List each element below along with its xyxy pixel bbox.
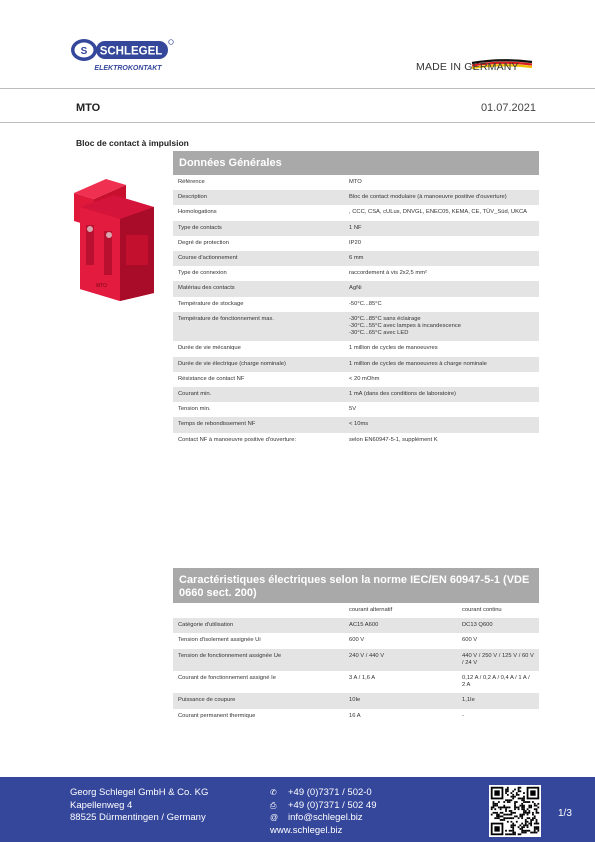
logo-name: SCHLEGEL: [99, 45, 163, 58]
row-value: 1 mA (dans des conditions de laboratoire): [344, 387, 539, 402]
general-row: [173, 387, 539, 402]
electrical-row: [173, 709, 539, 724]
row-label: Référence: [178, 179, 205, 185]
electrical-row: [173, 633, 539, 648]
row-value: IP20: [349, 239, 361, 246]
row-label: Description: [173, 190, 344, 205]
row-label: Tension d'isolement assignée Ui: [178, 637, 261, 644]
row-value: 1 million de cycles de manoeuvres à charge nominale: [344, 357, 539, 372]
website-link[interactable]: www.schlegel.biz: [270, 824, 343, 836]
row-value: 1 million de cycles de manoeuvres: [349, 345, 438, 352]
row-label: Temps de rebondissement NF: [173, 417, 344, 432]
row-label: Courant de fonctionnement assigné Ie: [178, 675, 276, 682]
col-header-ac: courant alternatif: [349, 607, 393, 613]
fax-icon: ⎙: [270, 800, 277, 810]
dc-value: 0,12 A / 0,2 A / 0,4 A / 1 A / 2 A: [462, 675, 530, 689]
electrical-row: [173, 671, 539, 693]
general-row: [173, 190, 539, 205]
general-data-table: [173, 175, 539, 448]
general-row: [173, 433, 539, 448]
header-divider: [0, 88, 595, 89]
general-row: [173, 251, 539, 266]
electrical-row: [173, 618, 539, 633]
general-row: [173, 175, 539, 190]
made-in-label: MADE IN GERMANY: [416, 61, 519, 73]
row-label: Contact NF à manoeuvre positive d'ouverture:: [178, 436, 297, 443]
general-row: [173, 221, 539, 236]
product-image: [64, 175, 162, 301]
row-label: Catégorie d'utilisation: [173, 618, 344, 633]
company-address: [70, 787, 208, 825]
svg-text:S: S: [80, 46, 88, 57]
row-label: Degré de protection: [178, 239, 229, 246]
row-label: Tension de fonctionnement assignée Ue: [173, 649, 344, 671]
general-row: [173, 341, 539, 356]
electrical-row: [173, 693, 539, 708]
ac-value: AC15 A600: [344, 618, 457, 633]
phone-icon: ✆: [270, 788, 277, 797]
electrical-table: [173, 603, 539, 724]
general-row: [173, 236, 539, 251]
row-label: Type de connexion: [178, 270, 227, 277]
row-label: Puissance de coupure: [173, 693, 344, 708]
general-row: [173, 402, 539, 417]
general-row: [173, 372, 539, 387]
row-value: 1 NF: [344, 221, 539, 236]
row-value: 5V: [349, 406, 357, 413]
row-value: < 20 mOhm: [349, 375, 380, 382]
row-value: 6 mm: [344, 251, 539, 266]
general-row: [173, 205, 539, 220]
row-value: raccordement à vis 2x2,5 mm²: [349, 270, 427, 277]
row-label: Course d'actionnement: [173, 251, 344, 266]
contact-block: [270, 787, 376, 837]
general-row: [173, 357, 539, 372]
col-header-blank: [173, 603, 344, 618]
dc-value: 1,1Ie: [457, 693, 539, 708]
row-label: Matériau des contacts: [173, 281, 344, 296]
logo-sub: ELEKTROKONTAKT: [94, 65, 162, 72]
document-date: 01.07.2021: [480, 102, 536, 114]
row-value: , CCC, CSA, cULus, DNVGL, ENEC05, KEMA, CE, TÜV_Süd, UKCA: [349, 209, 528, 216]
row-label: Courant permanent thermique: [178, 712, 256, 719]
general-row: [173, 417, 539, 432]
col-header-dc: courant continu: [462, 607, 502, 613]
row-label: Type de contacts: [173, 221, 344, 236]
dc-value: DC13 Q600: [457, 618, 539, 633]
schlegel-logo: [70, 38, 176, 72]
row-value: -30°C...85°C sans éclairage -30°C...55°C avec lampes à incandescence -30°C...65°C avec LED: [344, 312, 539, 342]
footer: [0, 777, 595, 842]
row-label: Homologations: [178, 209, 217, 216]
row-label: Durée de vie mécanique: [178, 345, 241, 352]
electrical-row: [173, 649, 539, 671]
svg-text:MTO: MTO: [96, 283, 108, 289]
ac-value: 3 A / 1,6 A: [349, 675, 376, 682]
qr-code: [489, 785, 541, 837]
general-data-section: [173, 151, 539, 448]
row-value: Bloc de contact modulaire (à manoeuvre positive d'ouverture): [344, 190, 539, 205]
email-icon: @: [270, 813, 279, 822]
company-city: 88525 Dürmentingen / Germany: [70, 812, 206, 823]
general-row: [173, 281, 539, 296]
title-divider: [0, 122, 595, 123]
row-label: Température de fonctionnement max.: [173, 312, 344, 342]
row-value: -50°C...85°C: [349, 300, 382, 307]
row-label: Tension min.: [178, 406, 211, 413]
dc-value: 600 V: [462, 637, 478, 644]
row-value: AgNi: [344, 281, 539, 296]
email-link[interactable]: info@schlegel.biz: [288, 812, 363, 823]
general-data-title: Données Générales: [173, 151, 539, 175]
general-row: [173, 266, 539, 281]
row-value: selon EN60947-5-1, supplément K: [349, 436, 438, 443]
ac-value: 16 A: [349, 712, 361, 719]
row-value: < 10ms: [344, 417, 539, 432]
ac-value: 10Ie: [344, 693, 457, 708]
company-name: Georg Schlegel GmbH & Co. KG: [70, 787, 209, 798]
row-label: Température de stockage: [178, 300, 244, 307]
electrical-col-headers: [173, 603, 539, 618]
general-row: [173, 312, 539, 342]
ac-value: 600 V: [349, 637, 365, 644]
row-label: Courant min.: [173, 387, 344, 402]
row-label: Durée de vie électrique (charge nominale): [173, 357, 344, 372]
page-number: 1/3: [558, 808, 572, 819]
row-value: MTO: [349, 179, 362, 185]
row-label: Résistance de contact NF: [178, 375, 245, 382]
dc-value: -: [462, 712, 464, 719]
company-street: Kapellenweg 4: [70, 799, 133, 811]
electrical-title: Caractéristiques électriques selon la norme IEC/EN 60947-5-1 (VDE 0660 sect. 200): [173, 568, 539, 603]
general-row: [173, 297, 539, 312]
product-code: MTO: [76, 102, 101, 114]
electrical-section: [173, 568, 539, 724]
dc-value: 440 V / 250 V / 125 V / 60 V / 24 V: [457, 649, 539, 671]
product-subtitle: Bloc de contact à impulsion: [76, 138, 189, 148]
ac-value: 240 V / 440 V: [344, 649, 457, 671]
phone-number[interactable]: +49 (0)7371 / 502-0: [288, 787, 372, 798]
fax-number: +49 (0)7371 / 502 49: [288, 799, 377, 811]
